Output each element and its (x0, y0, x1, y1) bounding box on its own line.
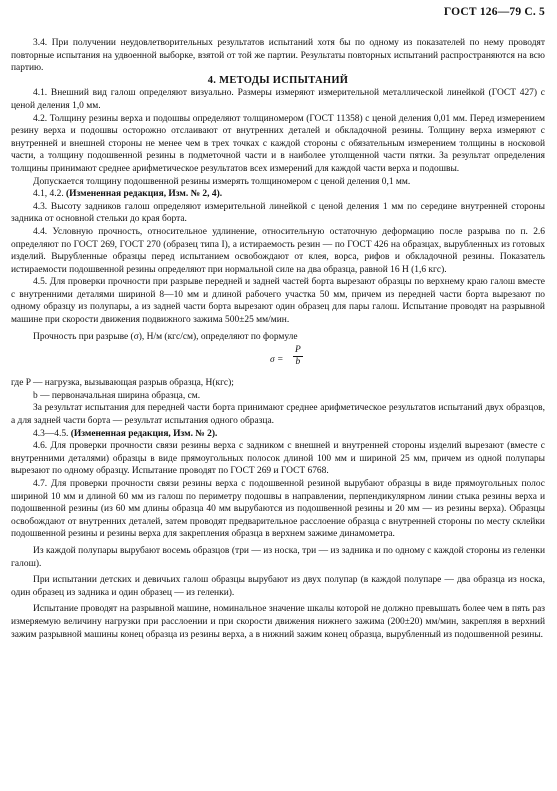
paragraph-half: Из каждой полупары вырубают восемь образцов (три — из носка, три — из задника и по одному с каждой стороны из геленки галош). (11, 545, 545, 569)
paragraph-allow: Допускается толщину подошвенной резины измерять толщиномером с ценой деления 0,1 мм. (33, 176, 411, 187)
formula-lhs: σ = (270, 355, 284, 366)
paragraph-4-1: 4.1. Внешний вид галош определяют визуально. Размеры измеряют измерительной металлической линейкой (ГОСТ 427) с ценой деления 1,0 мм. (11, 88, 545, 111)
paragraph-4-2: 4.2. Толщину резины верха и подошвы определяют толщиномером (ГОСТ 11358) с ценой деления 0,01 мм. Перед измерением резину верха и подошвы осторожно отслаивают от внутренних деталей и обкладочной резины. Толщину верха измеряют с внутренней и внешней стороны не менее чем в трех точках с каждой стороны с обязательным измерением толщины в носковой части, а толщину подошвенной резины в подметочной части и в наиболее утолщенной части пятки. За результат определения толщины принимают среднее арифметическое результатов всех измерений для каждой части верха и подошвы. (11, 113, 545, 174)
amendment-ref: 4.3—4.5. (33, 428, 71, 439)
paragraph-result: За результат испытания для передней части борта принимают среднее арифметическое результатов испытаний двух образцов, а для задней части борта — результат испытания одного образца. (11, 403, 545, 427)
paragraph-strength: Прочность при разрыве (σ), Н/м (кгс/см), определяют по формуле (33, 331, 298, 342)
amendment-ref: 4.1, 4.2. (33, 189, 67, 200)
paragraph-kids: При испытании детских и девичьих галош образцы вырубают из двух полупар (в каждой полупаре — два образца из носка, один образец из задника и один образец — из геленки). (11, 575, 545, 598)
paragraph-4-6: 4.6. Для проверки прочности связи резины верха с задником с внешней и внутренней стороны изделий вырезают (вместе с внутренними деталями) образцы в виде прямоугольных полосок длиной 100 мм и шириной 25 мм, причем из одной полупары вырезают по одному образцу. Испытание проводят по ГОСТ 269 и ГОСТ 6768. (11, 441, 545, 477)
amendment-text: (Измененная редакция, Изм. № 2, 4). (66, 189, 223, 200)
amendment-note-2 (11, 428, 545, 441)
document-body (11, 37, 545, 641)
paragraph-4-4: 4.4. Условную прочность, относительное удлинение, относительную остаточную деформацию после разрыва по п. 2.6 определяют по ГОСТ 269, ГОСТ 270 (образец типа I), а истираемость резин — по ГОСТ 426 на образцах, вырубленных из готовых изделий. Вырубленные образцы перед испытанием освобождают от клея, ворса, рифов и обкладочной резины. Показатель истираемости подошвенной резины определяют при нормальной силе на два образца, равной 16 Н (1,6 кгс). (11, 226, 545, 275)
paragraph-4-3: 4.3. Высоту задников галош определяют измерительной линейкой с ценой деления 1 мм по середине внутренней стороны задника от основной стельки до края борта. (11, 201, 545, 225)
paragraph-4-7: 4.7. Для проверки прочности связи резины верха с подошвенной резиной вырубают образцы в виде прямоугольных полос шириной 10 мм и длиной 60 мм из галош по периметру подошвы в направлении, перпендикулярном линии стыка резины верха и подошвенной резины (из 60 мм длины образца 40 мм вырубаются из подошвенной резины и 20 мм — из резины верха). Образцы освобождают от внутренних деталей, затем проводят предварительное расслоение образца с внутренней стороны по месту склейки подошвенной резины и резины верха для закрепления образца в верхнем зажиме динамометра. (11, 479, 545, 540)
where-p: где P — нагрузка, вызывающая разрыв образца, Н(кгс); (11, 378, 234, 389)
where-b: b — первоначальная ширина образца, см. (33, 390, 201, 401)
formula (11, 345, 545, 375)
amendment-note-1 (11, 188, 545, 201)
section-title: 4. МЕТОДЫ ИСПЫТАНИЙ (207, 74, 349, 86)
formula-numerator: P (295, 345, 301, 356)
formula-denominator: b (295, 357, 301, 368)
page-header: ГОСТ 126—79 С. 5 (443, 6, 545, 18)
paragraph-machine: Испытание проводят на разрывной машине, номинальное значение шкалы которой не должно превышать более чем в пять раз измеряемую величину нагрузки при расслоении и при скорости движения нижнего зажима (200±20) мм/мин, закрепляя в верхний зажим разрывной машины конец образца из резины верха, а в нижний зажим конец образца, вырубленный из подошвенной резины. (11, 604, 545, 640)
paragraph-4-5: 4.5. Для проверки прочности при разрыве передней и задней частей борта вырезают образцы по верхнему краю галош вместе с внутренними деталями шириной 8—10 мм и длиной рабочего участка 50 мм, причем из передней части борта вырезают по одному образцу из полупары, а из задней части борта вырезают один образец для пары галош. Испытание проводят на разрывной машине при скорости движения подвижного зажима 500±25 мм/мин. (11, 277, 545, 326)
paragraph-3-4: 3.4. При получении неудовлетворительных результатов испытаний хотя бы по одному из показателей по нему проводят повторные испытания на удвоенной выборке, взятой от той же партии. Результаты повторных испытаний распространяются на всю партию. (11, 38, 545, 74)
formula-fraction (293, 345, 303, 368)
amendment-text: (Измененная редакция, Изм. № 2). (70, 428, 218, 439)
